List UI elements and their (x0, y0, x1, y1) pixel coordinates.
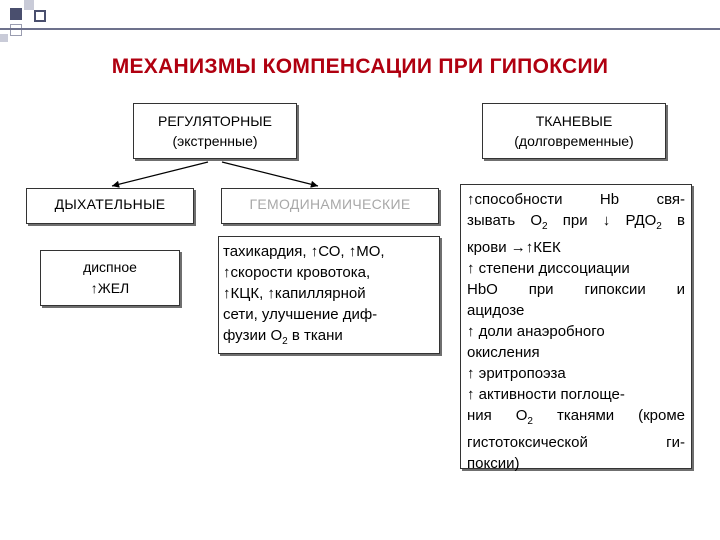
tissue-subscript: 2 (542, 221, 548, 232)
down-arrow-icon: ↓ (602, 212, 611, 229)
up-arrow-icon: ↑ (223, 285, 231, 302)
regulatory-box (133, 103, 297, 159)
tissue-text: поксии) (467, 455, 520, 472)
regulatory-sublabel: (экстренные) (172, 133, 258, 149)
tissue-text: эритропоэза (474, 365, 566, 382)
dyspnea-text: диспное (83, 259, 137, 275)
up-arrow-icon: ↑ (310, 243, 319, 260)
hemo-text: тахикардия, (223, 243, 311, 260)
hemo-text: капиллярной (274, 285, 366, 302)
tissue-text: в (661, 212, 686, 229)
tissue-text: КЕК (533, 239, 561, 256)
up-arrow-icon: ↑ (467, 323, 475, 340)
tissue-detail-box (460, 184, 692, 472)
hemo-text: фузии О (223, 327, 283, 344)
hemo-subscript: 2 (282, 336, 288, 347)
hemodynamic-detail-box (218, 236, 440, 354)
respiratory-box (26, 188, 194, 224)
tissue-subscript: 2 (656, 221, 662, 232)
up-arrow-icon: ↑ (223, 264, 231, 281)
arrow-to-hemodynamic (222, 162, 318, 186)
arrow-to-respiratory (112, 162, 208, 186)
tissue-text: тканями (кроме (532, 407, 686, 424)
hemo-text: в ткани (287, 327, 343, 344)
tissue-text: способности Hb свя- (474, 191, 685, 208)
tissue-text: крови → (467, 239, 526, 256)
tissue-sublabel: (долговременные) (514, 133, 634, 149)
tissue-text: доли анаэробного (474, 323, 605, 340)
respiratory-detail-box (40, 250, 180, 306)
hemo-text: КЦК, (230, 285, 268, 302)
tissue-text: РДО (610, 212, 657, 229)
tissue-text: ацидозе (467, 302, 525, 319)
tissue-text: гистотоксической ги- (467, 434, 685, 451)
tissue-text: зывать О (467, 212, 543, 229)
hemo-text: МО, (356, 243, 385, 260)
tissue-text: ния О (467, 407, 528, 424)
hemo-text: СО, (318, 243, 349, 260)
hemo-text: скорости кровотока, (230, 264, 371, 281)
up-arrow-icon: ↑ (267, 285, 275, 302)
up-arrow-icon: ↑ (348, 243, 357, 260)
tissue-label: ТКАНЕВЫЕ (535, 113, 613, 129)
up-arrow-icon: ↑ (467, 365, 475, 382)
tissue-text: степени диссоциации (474, 260, 630, 277)
vital-capacity-text: ЖЕЛ (97, 280, 130, 296)
regulatory-label: РЕГУЛЯТОРНЫЕ (158, 113, 272, 129)
hemo-text: сети, улучшение диф- (223, 306, 378, 323)
up-arrow-icon: ↑ (525, 239, 534, 256)
page-title: МЕХАНИЗМЫ КОМПЕНСАЦИИ ПРИ ГИПОКСИИ (111, 55, 609, 78)
hemodynamic-label: ГЕМОДИНАМИЧЕСКИЕ (249, 196, 411, 212)
up-arrow-icon: ↑ (467, 386, 475, 403)
up-arrow-icon: ↑ (90, 280, 98, 296)
tissue-text: окисления (467, 344, 540, 361)
up-arrow-icon: ↑ (467, 260, 475, 277)
tissue-text: при (547, 212, 603, 229)
tissue-text: HbO при гипоксии и (467, 281, 685, 298)
tissue-text: активности поглоще- (474, 386, 625, 403)
tissue-box (482, 103, 666, 159)
hemodynamic-box (221, 188, 439, 224)
respiratory-label: ДЫХАТЕЛЬНЫЕ (54, 196, 166, 212)
tissue-subscript: 2 (527, 416, 533, 427)
up-arrow-icon: ↑ (467, 191, 475, 208)
